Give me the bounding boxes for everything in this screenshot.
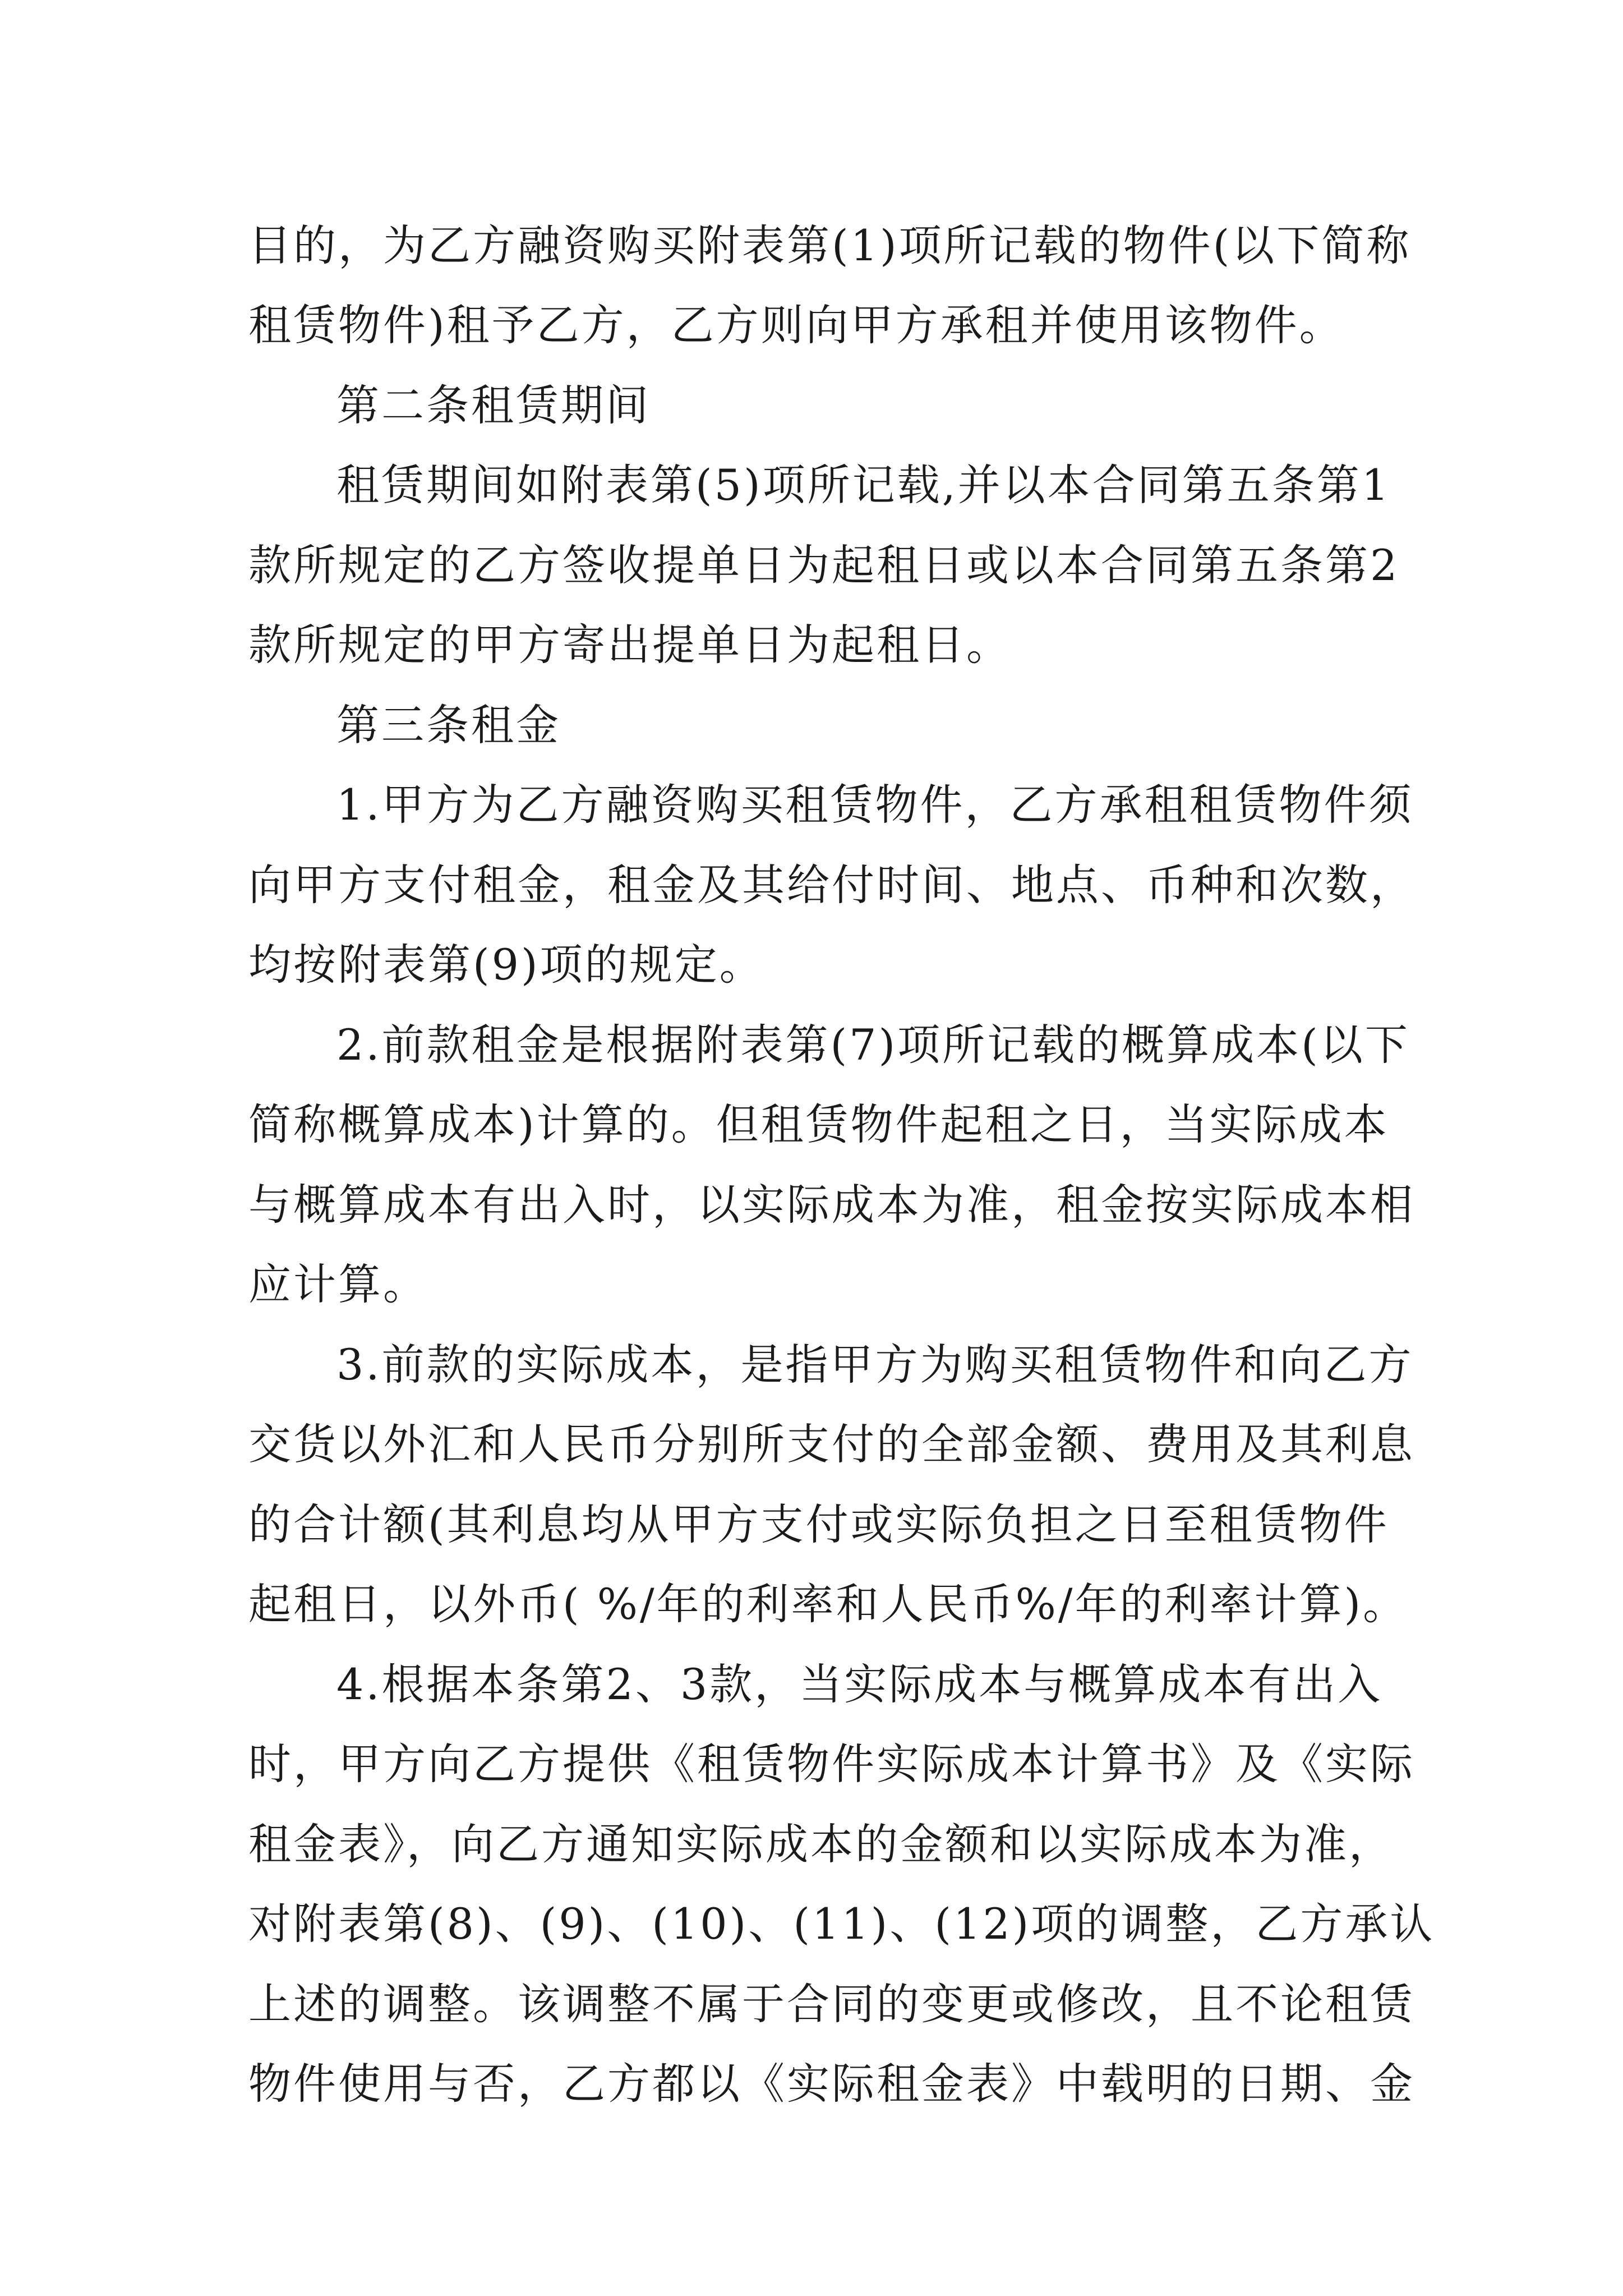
text-line: 与概算成本有出入时，以实际成本为准，租金按实际成本相 (248, 1180, 1415, 1230)
text-line: 租赁物件)租予乙方，乙方则向甲方承租并使用该物件。 (248, 300, 1344, 350)
text-line: 4.根据本条第2、3款，当实际成本与概算成本有出入 (336, 1659, 1383, 1709)
text-line: 款所规定的乙方签收提单日为起租日或以本合同第五条第2 (248, 540, 1400, 590)
text-line: 目的，为乙方融资购买附表第(1)项所记载的物件(以下简称 (248, 220, 1412, 270)
text-line: 应计算。 (248, 1259, 428, 1309)
text-line: 物件使用与否，乙方都以《实际租金表》中载明的日期、金 (248, 2059, 1415, 2109)
text-line: 向甲方支付租金，租金及其给付时间、地点、币种和次数， (248, 860, 1415, 910)
text-line: 起租日，以外币( %/年的利率和人民币%/年的利率计算)。 (248, 1579, 1408, 1629)
text-line: 3.前款的实际成本，是指甲方为购买租赁物件和向乙方 (336, 1340, 1414, 1389)
text-line: 的合计额(其利息均从甲方支付或实际负担之日至租赁物件 (248, 1499, 1389, 1549)
text-line: 租赁期间如附表第(5)项所记载,并以本合同第五条第1 (336, 460, 1391, 510)
text-line: 交货以外汇和人民币分别所支付的全部金额、费用及其利息 (248, 1419, 1415, 1469)
text-line: 简称概算成本)计算的。但租赁物件起租之日，当实际成本 (248, 1099, 1389, 1149)
text-line: 1.甲方为乙方融资购买租赁物件，乙方承租租赁物件须 (336, 780, 1414, 830)
section-heading: 第二条租赁期间 (336, 380, 651, 430)
text-line: 时，甲方向乙方提供《租赁物件实际成本计算书》及《实际 (248, 1739, 1415, 1789)
text-line: 款所规定的甲方寄出提单日为起租日。 (248, 620, 1011, 670)
section-heading: 第三条租金 (336, 700, 561, 750)
text-line: 均按附表第(9)项的规定。 (248, 940, 764, 990)
text-line: 租金表》，向乙方通知实际成本的金额和以实际成本为准， (248, 1819, 1394, 1869)
text-line: 上述的调整。该调整不属于合同的变更或修改，且不论租赁 (248, 1979, 1415, 2029)
text-line: 2.前款租金是根据附表第(7)项所记载的概算成本(以下 (336, 1020, 1410, 1070)
text-line: 对附表第(8)、(9)、(10)、(11)、(12)项的调整，乙方承认 (248, 1899, 1435, 1949)
